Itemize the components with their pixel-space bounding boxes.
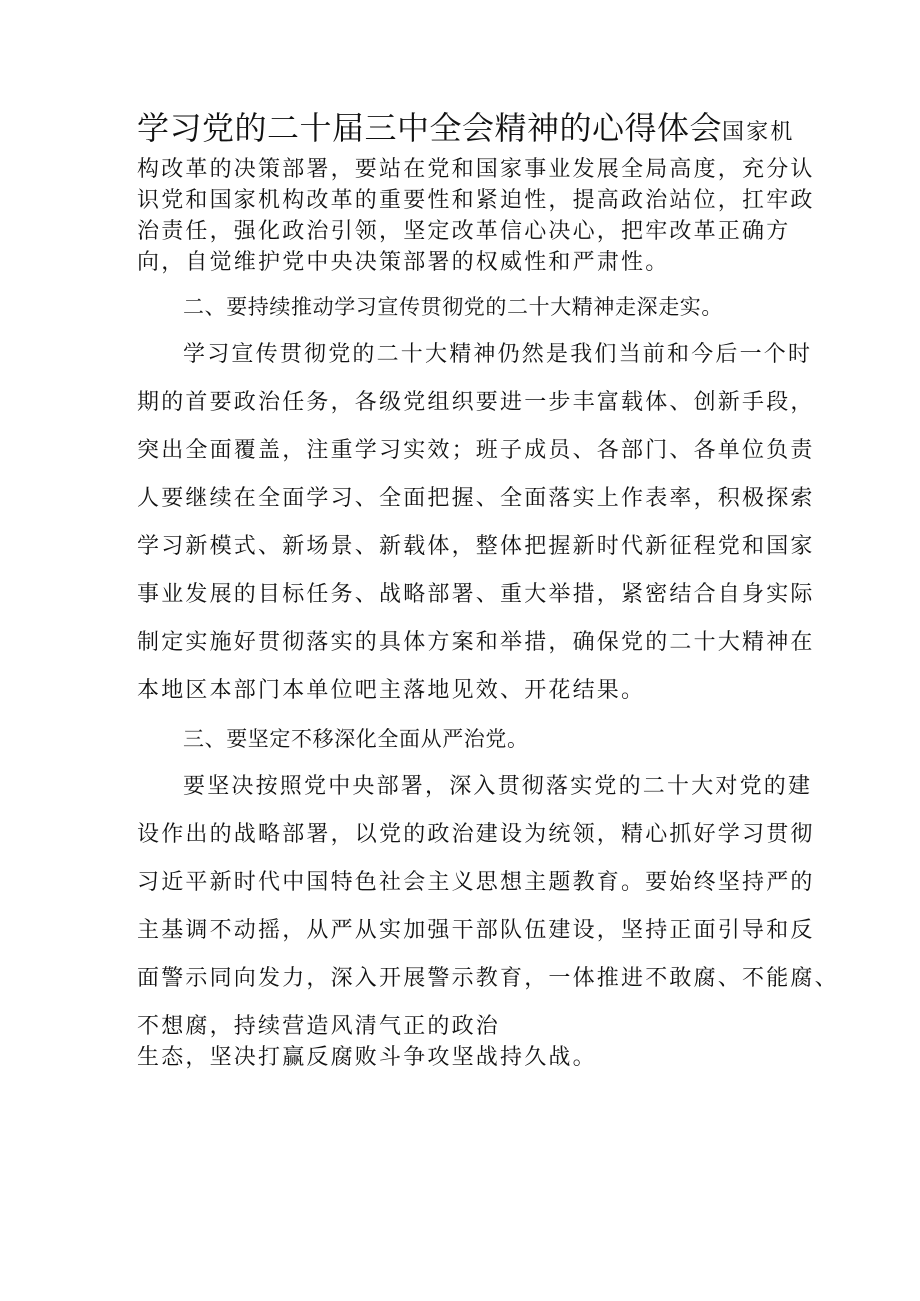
document-title: 学习党的二十届三中全会精神的心得体会 bbox=[137, 109, 723, 147]
section-2-heading: 二、要持续推动学习宣传贯彻党的二十大精神走深走实。 bbox=[183, 295, 723, 319]
section-3-line-4: 主基调不动摇，从严从实加强干部队伍建设，坚持正面引导和反 bbox=[137, 918, 815, 943]
section-3-line-7: 生态，坚决打赢反腐败斗争攻坚战持久战。 bbox=[137, 1045, 597, 1070]
section-2-line-5: 学习新模式、新场景、新载体，整体把握新时代新征程党和国家 bbox=[137, 534, 815, 559]
section-3-line-2: 设作出的战略部署，以党的政治建设为统领，精心抓好学习贯彻 bbox=[137, 822, 815, 847]
section-3-line-3: 习近平新时代中国特色社会主义思想主题教育。要始终坚持严的 bbox=[137, 870, 815, 895]
section-3-heading: 三、要坚定不移深化全面从严治党。 bbox=[183, 727, 529, 751]
section-3-line-5: 面警示同向发力，深入开展警示教育，一体推进不敢腐、不能腐、 bbox=[137, 966, 839, 991]
intro-line-3: 识党和国家机构改革的重要性和紧迫性，提高政治站位，扛牢政 bbox=[137, 188, 815, 213]
section-2-line-4: 人要继续在全面学习、全面把握、全面落实上作表率，积极探索 bbox=[137, 486, 815, 511]
intro-line-1: 国家机 bbox=[722, 120, 795, 145]
section-3-line-6: 不想腐，持续营造风清气正的政治 bbox=[137, 1014, 501, 1039]
intro-line-5: 向，自觉维护党中央决策部署的权威性和严肃性。 bbox=[137, 250, 670, 275]
section-2-line-8: 本地区本部门本单位吧主落地见效、开花结果。 bbox=[137, 678, 646, 703]
intro-line-2: 构改革的决策部署，要站在党和国家事业发展全局高度，充分认 bbox=[137, 157, 815, 182]
section-2-line-1: 学习宣传贯彻党的二十大精神仍然是我们当前和今后一个时 bbox=[183, 342, 813, 367]
section-2-line-7: 制定实施好贯彻落实的具体方案和举措，确保党的二十大精神在 bbox=[137, 630, 815, 655]
section-2-line-3: 突出全面覆盖，注重学习实效；班子成员、各部门、各单位负责 bbox=[137, 438, 815, 463]
section-3-line-1: 要坚决按照党中央部署，深入贯彻落实党的二十大对党的建 bbox=[183, 774, 813, 799]
intro-line-4: 治责任，强化政治引领，坚定改革信心决心，把牢改革正确方 bbox=[137, 219, 791, 244]
section-2-line-2: 期的首要政治任务，各级党组织要进一步丰富载体、创新手段， bbox=[137, 390, 815, 415]
title-line bbox=[137, 108, 795, 153]
section-2-line-6: 事业发展的目标任务、战略部署、重大举措，紧密结合自身实际 bbox=[137, 582, 815, 607]
